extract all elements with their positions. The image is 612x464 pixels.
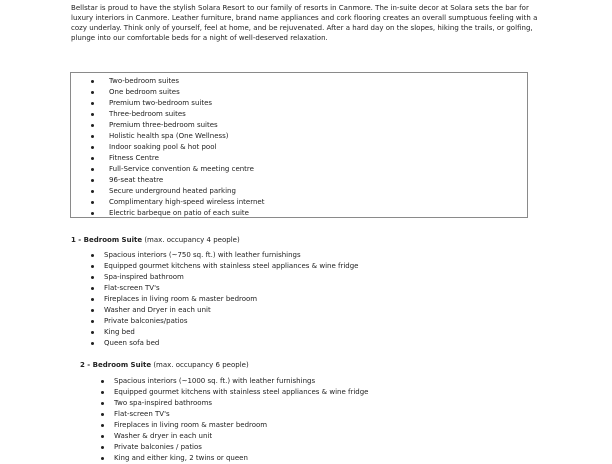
suite1-feature-item — [0, 261, 358, 272]
bullet-icon — [101, 391, 104, 394]
suite1-feature-item — [0, 250, 358, 261]
suite1-title: 1 - Bedroom Suite — [71, 236, 143, 244]
suite1-feature-item-text: Spacious interiors (~750 sq. ft.) with leather furnishings — [104, 251, 301, 259]
bullet-icon — [91, 80, 94, 83]
amenity-item-text: Two-bedroom suites — [109, 77, 180, 85]
suite1-feature-item — [0, 316, 358, 327]
suite2-feature-item-text: Equipped gourmet kitchens with stainless steel appliances & wine fridge — [114, 388, 369, 396]
bullet-icon — [91, 201, 94, 204]
amenity-item — [71, 109, 264, 120]
suite2-feature-item — [0, 442, 368, 453]
amenity-item-text: Three-bedroom suites — [109, 110, 186, 118]
suite1-feature-item — [0, 327, 358, 338]
suite2-feature-item-text: Fireplaces in living room & master bedroom — [114, 421, 268, 429]
bullet-icon — [91, 190, 94, 193]
suite1-feature-item-text: Private balconies/patios — [104, 317, 188, 325]
bullet-icon — [91, 331, 94, 334]
suite2-title: 2 - Bedroom Suite — [80, 361, 152, 369]
amenity-item — [71, 98, 264, 109]
bullet-icon — [101, 446, 104, 449]
amenity-item — [71, 120, 264, 131]
bullet-icon — [101, 413, 104, 416]
bullet-icon — [91, 113, 94, 116]
suite1-feature-item — [0, 272, 358, 283]
bullet-icon — [91, 91, 94, 94]
bullet-icon — [91, 265, 94, 268]
suite2-feature-item-text: King and either king, 2 twins or queen — [114, 454, 248, 462]
amenity-item — [71, 87, 264, 98]
amenity-item — [71, 197, 264, 208]
amenity-item-text: Full-Service convention & meeting centre — [109, 165, 254, 173]
amenity-item-text: Holistic health spa (One Wellness) — [109, 132, 229, 140]
amenity-item — [71, 208, 264, 219]
suite1-feature-item — [0, 338, 358, 349]
amenity-item-text: Complimentary high-speed wireless internet — [109, 198, 265, 206]
suite2-feature-item-text: Spacious interiors (~1000 sq. ft.) with leather furnishings — [114, 377, 316, 385]
suite1-feature-item-text: King bed — [104, 328, 135, 336]
bullet-icon — [91, 135, 94, 138]
bullet-icon — [91, 146, 94, 149]
amenity-item-text: Indoor soaking pool & hot pool — [109, 143, 217, 151]
bullet-icon — [91, 309, 94, 312]
bullet-icon — [91, 212, 94, 215]
amenity-item — [71, 142, 264, 153]
suite2-feature-item-text: Two spa-inspired bathrooms — [114, 399, 213, 407]
amenity-item-text: One bedroom suites — [109, 88, 180, 96]
amenity-item-text: 96-seat theatre — [109, 176, 164, 184]
bullet-icon — [91, 179, 94, 182]
suite1-heading — [71, 235, 240, 245]
bullet-icon — [91, 276, 94, 279]
amenities-box — [70, 72, 528, 218]
bullet-icon — [91, 124, 94, 127]
suite1-feature-item — [0, 283, 358, 294]
bullet-icon — [91, 320, 94, 323]
amenity-item-text: Electric barbeque on patio of each suite — [109, 209, 249, 217]
amenity-item — [71, 164, 264, 175]
suite1-feature-item-text: Spa-inspired bathroom — [104, 273, 184, 281]
suite1-feature-item — [0, 294, 358, 305]
suite2-features-list — [0, 376, 368, 464]
suite2-feature-item-text: Private balconies / patios — [114, 443, 202, 451]
suite1-feature-item-text: Fireplaces in living room & master bedroom — [104, 295, 258, 303]
bullet-icon — [91, 287, 94, 290]
amenity-item — [71, 186, 264, 197]
amenity-item-text: Premium two-bedroom suites — [109, 99, 213, 107]
suite1-feature-item-text: Queen sofa bed — [104, 339, 160, 347]
amenity-item — [71, 175, 264, 186]
bullet-icon — [91, 168, 94, 171]
suite2-feature-item-text: Washer & dryer in each unit — [114, 432, 213, 440]
suite2-feature-item — [0, 387, 368, 398]
bullet-icon — [101, 402, 104, 405]
suite2-feature-item — [0, 398, 368, 409]
bullet-icon — [91, 298, 94, 301]
amenity-item-text: Secure underground heated parking — [109, 187, 236, 195]
intro-paragraph: Bellstar is proud to have the stylish Solara Resort to our family of resorts in Canmore. The in-suite decor at Solara sets the bar for luxury interiors in Canmore. Leather furniture, brand name appliances and cork flooring creates an overall sumptuous feeling with a cozy underlay. Think only of yourself, feel at home, and be rejuvenated. After a hard day on the slopes, hiking the trails, or golfing, plunge into our comfortable beds for a night of well-deserved relaxation. — [71, 4, 538, 42]
suite1-occupancy: (max. occupancy 4 people) — [144, 236, 240, 244]
suite2-feature-item — [0, 409, 368, 420]
amenity-item-text: Fitness Centre — [109, 154, 159, 162]
suite1-features-list — [0, 250, 358, 349]
amenities-list — [71, 76, 264, 219]
suite1-feature-item-text: Equipped gourmet kitchens with stainless steel appliances & wine fridge — [104, 262, 359, 270]
suite2-heading — [80, 360, 249, 370]
suite1-feature-item-text: Flat-screen TV's — [104, 284, 160, 292]
bullet-icon — [101, 380, 104, 383]
bullet-icon — [91, 342, 94, 345]
suite2-feature-item — [0, 376, 368, 387]
amenity-item-text: Premium three-bedroom suites — [109, 121, 218, 129]
suite1-feature-item — [0, 305, 358, 316]
amenity-item — [71, 76, 264, 87]
suite2-feature-item — [0, 420, 368, 431]
bullet-icon — [91, 157, 94, 160]
bullet-icon — [91, 254, 94, 257]
suite2-feature-item — [0, 431, 368, 442]
bullet-icon — [101, 424, 104, 427]
suite2-feature-item — [0, 453, 368, 464]
suite1-feature-item-text: Washer and Dryer in each unit — [104, 306, 211, 314]
amenity-item — [71, 131, 264, 142]
bullet-icon — [91, 102, 94, 105]
suite2-feature-item-text: Flat-screen TV's — [114, 410, 170, 418]
suite2-occupancy: (max. occupancy 6 people) — [153, 361, 249, 369]
amenity-item — [71, 153, 264, 164]
bullet-icon — [101, 435, 104, 438]
